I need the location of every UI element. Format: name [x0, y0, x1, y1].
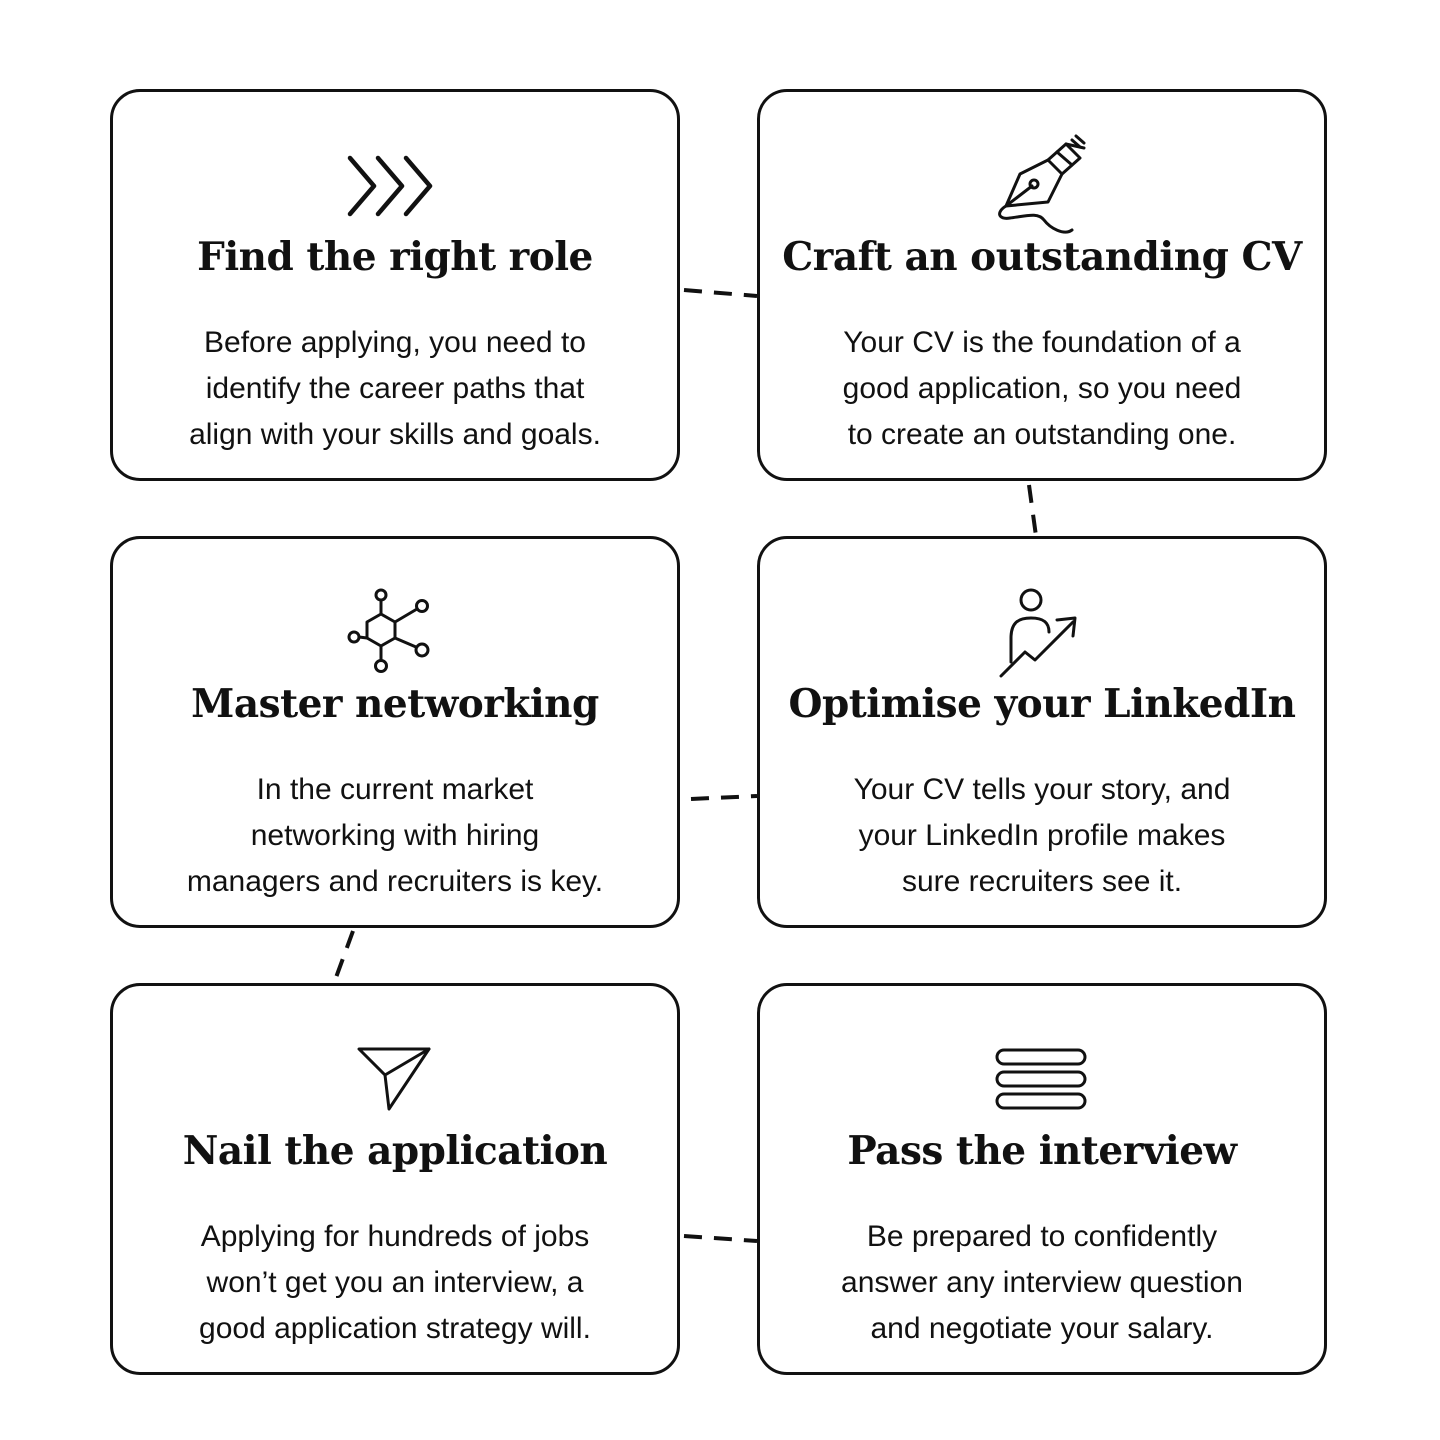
- network-hexagon-icon: [345, 583, 445, 683]
- step-card-interview: [757, 983, 1327, 1375]
- step-description: Applying for hundreds of jobs won’t get you an interview, a good application strategy will.: [199, 1220, 591, 1345]
- step-title: Pass the interview: [847, 1128, 1237, 1174]
- stacked-bars-icon: [992, 1030, 1092, 1130]
- connector-optimise-to-networking: [691, 796, 757, 799]
- connector-application-to-interview: [684, 1236, 757, 1241]
- step-title: Find the right role: [197, 234, 593, 280]
- person-growth-arrow-icon: [992, 583, 1092, 683]
- step-title: Optimise your LinkedIn: [788, 681, 1296, 727]
- connector-networking-to-application: [334, 931, 353, 983]
- step-description: Be prepared to confidently answer any interview question and negotiate your salary.: [841, 1220, 1243, 1345]
- paper-plane-icon: [345, 1030, 445, 1130]
- step-description: In the current market networking with hiring managers and recruiters is key.: [186, 773, 604, 898]
- step-title: Nail the application: [182, 1128, 608, 1174]
- step-card-application: [110, 983, 680, 1375]
- step-card-linkedin: [757, 536, 1327, 928]
- connector-find-to-craft: [684, 290, 757, 296]
- step-description: Before applying, you need to identify the career paths that align with your skills and goals.: [189, 326, 601, 451]
- fountain-pen-icon: [992, 136, 1092, 236]
- step-card-craft-cv: [757, 89, 1327, 481]
- triple-chevron-right-icon: [345, 136, 445, 236]
- step-card-find-role: [110, 89, 680, 481]
- connector-craft-to-optimise: [1029, 485, 1036, 536]
- step-description: Your CV is the foundation of a good application, so you need to create an outstanding one.: [842, 326, 1242, 451]
- step-title: Master networking: [191, 681, 599, 727]
- step-description: Your CV tells your story, and your LinkedIn profile makes sure recruiters see it.: [853, 773, 1231, 898]
- step-card-networking: [110, 536, 680, 928]
- step-title: Craft an outstanding CV: [782, 234, 1302, 280]
